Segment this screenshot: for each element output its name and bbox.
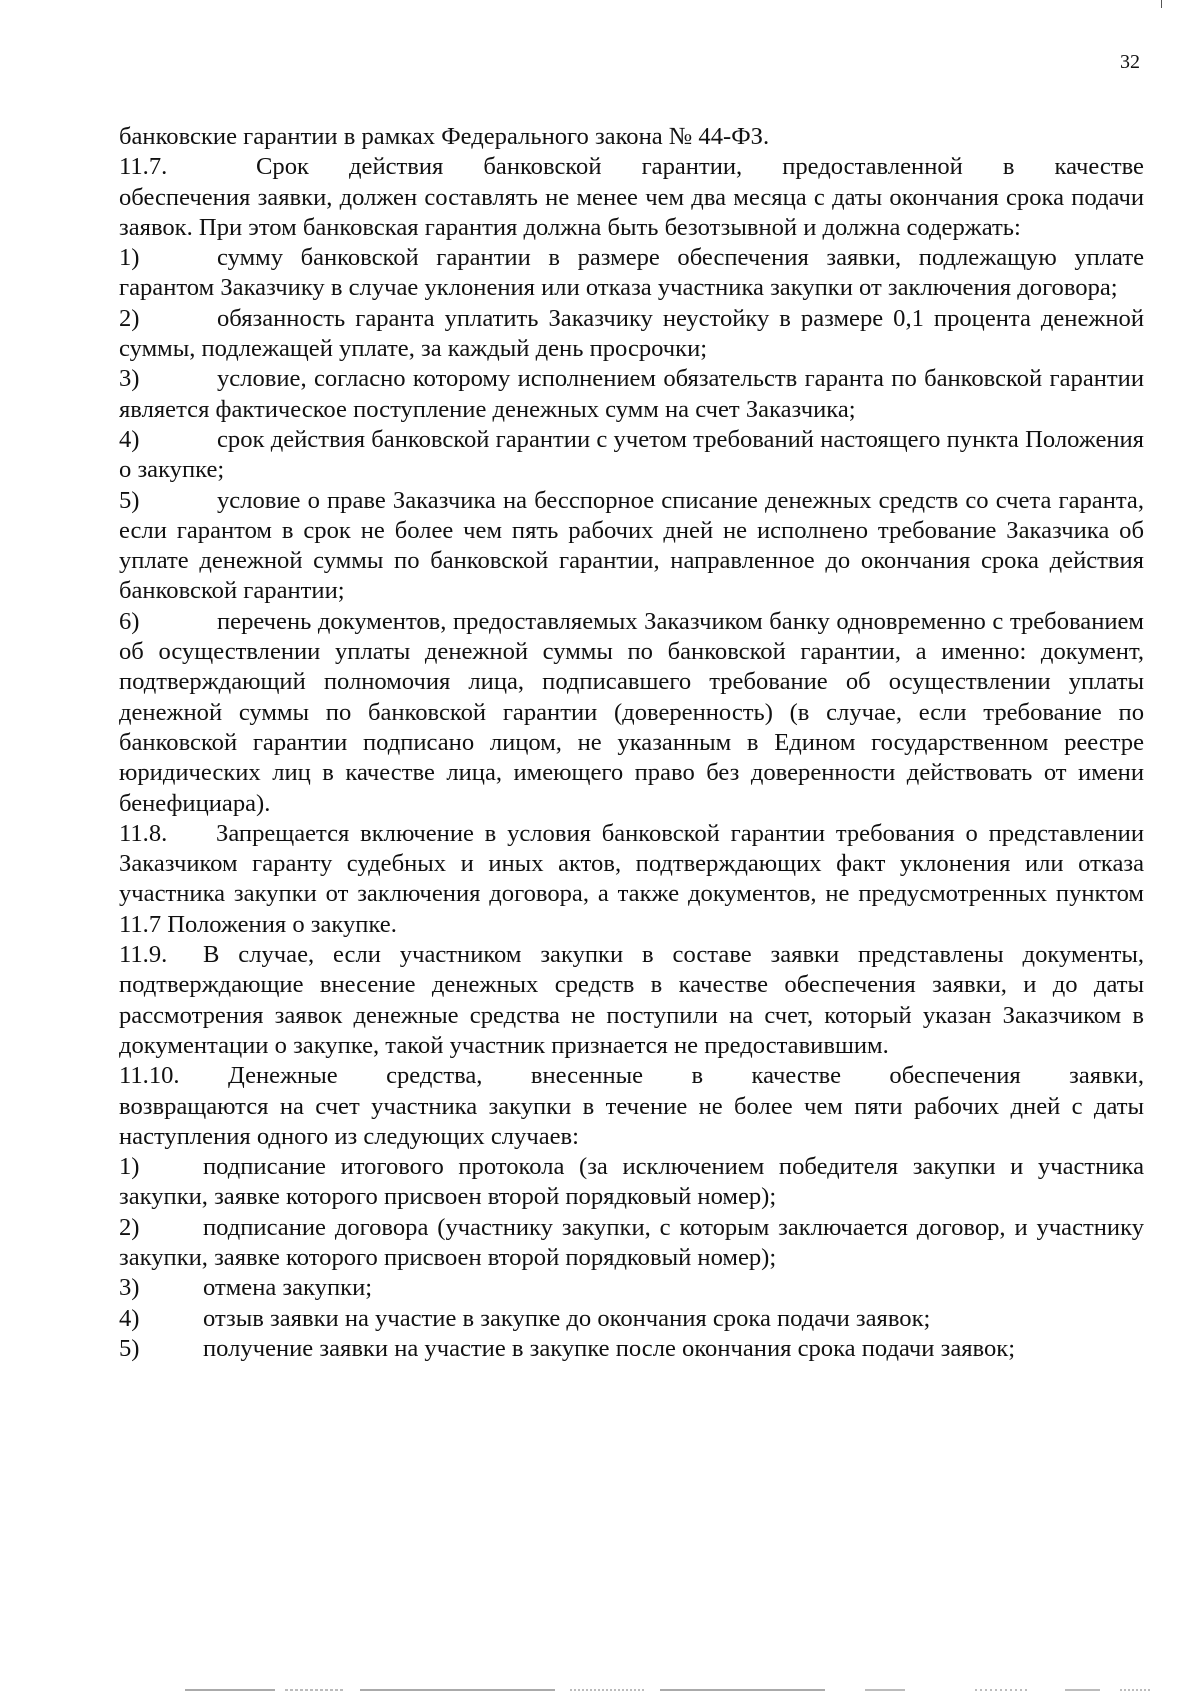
list-item-text: отмена закупки; [203, 1274, 373, 1302]
list-item-number: 4) [119, 1304, 140, 1332]
word: гарантии, [641, 153, 743, 181]
word: заявки, [1069, 1062, 1144, 1090]
section-11-9-text: В случае, если участником закупки в составе заявки представлены документы, подтверждающие внесение денежных средств в качестве обеспечения заявки, и до даты рассмотрения заявок денежные средства не поступили на счет, который указан Заказчиком в документации о закупке, такой участник признается не предоставившим. [119, 941, 1144, 1059]
list-item-number: 2) [119, 1213, 140, 1241]
word: внесенные [530, 1062, 644, 1090]
section-11-10-text: возвращаются на счет участника закупки в течение не более чем пяти рабочих дней с даты наступления одного из следующих случаев: [119, 1092, 1144, 1150]
list-item-number: 4) [119, 425, 140, 453]
scan-footer-lines [185, 1687, 1155, 1693]
section-11-8 [119, 819, 1144, 940]
scan-edge-mark [1161, 0, 1162, 8]
word: Денежные [228, 1062, 338, 1090]
list-item-number: 1) [119, 1153, 140, 1181]
list-item-number: 2) [119, 304, 140, 332]
word: обеспечения [889, 1062, 1021, 1090]
word: качестве [751, 1062, 841, 1090]
section-11-7-first-line [119, 152, 1144, 182]
word: в [691, 1062, 704, 1090]
document-body [119, 122, 1144, 1364]
page-number: 32 [1120, 51, 1140, 73]
list-item-text: условие, согласно которому исполнением обязательств гаранта по банковской гарантии является фактическое поступление денежных сумм на счет Заказчика; [119, 365, 1144, 423]
list-item-number: 5) [119, 486, 140, 514]
list-item-text: перечень документов, предоставляемых Заказчиком банку одновременно с требованием об осуществлении уплаты денежной суммы по банковской гарантии, а именно: документ, подтверждающий полномочия лица, подписавшего требование об осуществлении уплаты денежной суммы по банковской гарантии (доверенность) (в случае, если требование по банковской гарантии подписано лицом, не указанным в Едином государственном реестре юридических лиц в качестве лица, имеющего право без доверенности действовать от имени бенефициара). [119, 607, 1144, 817]
list-item-11-7-1 [119, 243, 1144, 304]
section-number-11-10: 11.10. [119, 1062, 180, 1090]
section-number-11-9: 11.9. [119, 941, 168, 969]
word: качестве [1054, 153, 1144, 181]
list-item-text: подписание итогового протокола (за исключением победителя закупки и участника закупки, заявке которого присвоен второй порядковый номер); [119, 1153, 1144, 1211]
word: банковской [483, 153, 602, 181]
list-item-11-10-1 [119, 1152, 1144, 1213]
list-item-11-10-2 [119, 1213, 1144, 1274]
list-item-11-10-4 [119, 1304, 1144, 1334]
list-item-text: подписание договора (участнику закупки, с которым заключается договор, и участнику закупки, заявке которого присвоен второй порядковый номер); [119, 1213, 1144, 1271]
list-item-text: получение заявки на участие в закупке после окончания срока подачи заявок; [203, 1334, 1016, 1362]
section-11-10-first-line [119, 1061, 1144, 1091]
list-item-number: 1) [119, 244, 140, 272]
list-item-text: сумму банковской гарантии в размере обеспечения заявки, подлежащую уплате гарантом Заказчику в случае уклонения или отказа участника закупки от заключения договора; [119, 244, 1144, 302]
word: Срок [256, 153, 309, 181]
section-11-7-text: обеспечения заявки, должен составлять не менее чем два месяца с даты окончания срока подачи заявок. При этом банковская гарантия должна быть безотзывной и должна содержать: [119, 183, 1144, 241]
list-item-number: 5) [119, 1334, 140, 1362]
list-item-text: срок действия банковской гарантии с учетом требований настоящего пункта Положения о закупке; [119, 425, 1144, 484]
list-item-11-10-5 [119, 1334, 1144, 1364]
intro-paragraph: банковские гарантии в рамках Федерального закона № 44-ФЗ. [119, 123, 770, 150]
list-item-11-7-4 [119, 425, 1144, 486]
word: действия [349, 153, 444, 181]
list-item-number: 6) [119, 607, 140, 635]
list-item-11-7-6 [119, 607, 1144, 819]
list-item-11-10-3 [119, 1273, 1144, 1303]
word: предоставленной [782, 153, 963, 181]
list-item-number: 3) [119, 365, 140, 393]
list-item-11-7-3 [119, 364, 1144, 425]
list-item-11-7-5 [119, 486, 1144, 607]
word: средства, [386, 1062, 483, 1090]
section-number-11-8: 11.8. [119, 819, 168, 847]
list-item-text: отзыв заявки на участие в закупке до окончания срока подачи заявок; [203, 1304, 931, 1332]
word: в [1002, 153, 1015, 181]
list-item-number: 3) [119, 1274, 140, 1302]
list-item-text: обязанность гаранта уплатить Заказчику неустойку в размере 0,1 процента денежной суммы, подлежащей уплате, за каждый день просрочки; [119, 304, 1144, 363]
section-11-9 [119, 940, 1144, 1061]
section-number-11-7: 11.7. [119, 153, 168, 181]
section-11-8-text: Запрещается включение в условия банковской гарантии требования о представлении Заказчиком гаранту судебных и иных актов, подтверждающих факт уклонения или отказа участника закупки от заключения договора, а также документов, не предусмотренных пунктом 11.7 Положения о закупке. [119, 819, 1144, 938]
list-item-11-7-2 [119, 304, 1144, 365]
list-item-text: условие о праве Заказчика на бесспорное списание денежных средств со счета гаранта, если гарантом в срок не более чем пять рабочих дней не исполнено требование Заказчика об уплате денежной суммы по банковской гарантии, направленное до окончания срока действия банковской гарантии; [119, 486, 1144, 605]
